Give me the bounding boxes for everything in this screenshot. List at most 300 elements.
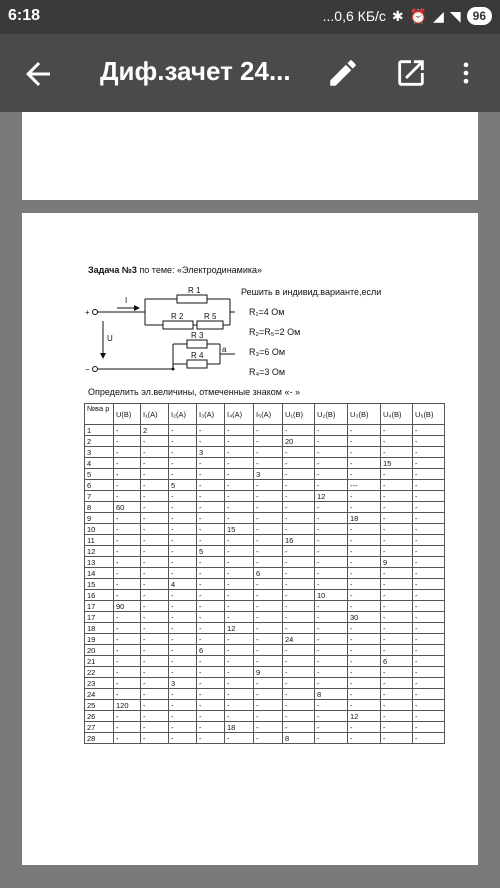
table-cell: -	[413, 469, 445, 480]
table-cell: -	[114, 612, 141, 623]
table-cell: 16	[283, 535, 315, 546]
label-current-i: I	[125, 296, 128, 305]
table-cell: -	[169, 612, 197, 623]
table-cell: 23	[85, 678, 114, 689]
label-r4: R 4	[191, 351, 204, 360]
table-cell: -	[197, 689, 225, 700]
table-cell: -	[283, 469, 315, 480]
table-body	[85, 425, 445, 744]
table-cell: -	[348, 667, 381, 678]
table-cell: -	[283, 722, 315, 733]
resistor-r4	[187, 360, 207, 368]
table-cell: -	[225, 711, 254, 722]
table-cell: -	[348, 645, 381, 656]
table-cell: -	[141, 689, 169, 700]
table-cell: -	[381, 634, 413, 645]
table-cell: -	[315, 711, 348, 722]
table-cell: -	[254, 645, 283, 656]
table-cell: -	[169, 590, 197, 601]
table-cell: -	[315, 700, 348, 711]
table-cell: -	[315, 447, 348, 458]
table-cell: 8	[283, 733, 315, 744]
table-cell: -	[413, 645, 445, 656]
table-cell: -	[225, 436, 254, 447]
table-cell: 7	[85, 491, 114, 502]
table-cell: -	[197, 634, 225, 645]
table-cell: -	[141, 623, 169, 634]
table-cell: -	[381, 612, 413, 623]
alarm-icon: ⏰	[409, 7, 428, 24]
table-cell: -	[225, 733, 254, 744]
table-cell: -	[141, 590, 169, 601]
table-cell: -	[315, 656, 348, 667]
table-cell: 19	[85, 634, 114, 645]
table-cell: 28	[85, 733, 114, 744]
table-cell: -	[283, 645, 315, 656]
table-cell: -	[283, 458, 315, 469]
table-cell: -	[169, 425, 197, 436]
table-cell: 12	[85, 546, 114, 557]
table-cell: -	[315, 623, 348, 634]
table-row	[85, 436, 445, 447]
document-page-previous[interactable]	[22, 112, 478, 200]
table-cell: 5	[85, 469, 114, 480]
table-cell: -	[169, 722, 197, 733]
table-cell: -	[169, 557, 197, 568]
table-cell: -	[225, 458, 254, 469]
table-cell: -	[141, 700, 169, 711]
table-cell: 18	[225, 722, 254, 733]
table-cell: -	[283, 579, 315, 590]
table-cell: -	[315, 469, 348, 480]
table-cell: -	[348, 722, 381, 733]
table-cell: ---	[348, 480, 381, 491]
table-cell: -	[348, 425, 381, 436]
table-cell: -	[381, 524, 413, 535]
table-cell: -	[225, 469, 254, 480]
table-cell: 6	[197, 645, 225, 656]
table-cell: -	[283, 601, 315, 612]
table-cell: 26	[85, 711, 114, 722]
table-cell: 90	[114, 601, 141, 612]
table-cell: 2	[141, 425, 169, 436]
table-cell: -	[114, 733, 141, 744]
table-cell: -	[315, 678, 348, 689]
table-cell: -	[315, 425, 348, 436]
table-cell: 3	[85, 447, 114, 458]
table-cell: -	[225, 689, 254, 700]
table-cell: -	[114, 458, 141, 469]
table-cell: -	[381, 491, 413, 502]
table-cell: -	[114, 590, 141, 601]
table-cell: -	[315, 667, 348, 678]
table-cell: 15	[225, 524, 254, 535]
table-cell: 10	[85, 524, 114, 535]
app-bar	[0, 34, 500, 112]
table-cell: -	[114, 579, 141, 590]
table-cell: -	[141, 480, 169, 491]
table-cell: 17	[85, 612, 114, 623]
table-cell: 22	[85, 667, 114, 678]
table-cell: -	[197, 733, 225, 744]
table-cell: -	[315, 513, 348, 524]
table-row	[85, 711, 445, 722]
table-cell: -	[114, 425, 141, 436]
table-cell: -	[413, 733, 445, 744]
table-cell: -	[254, 678, 283, 689]
table-cell: -	[169, 513, 197, 524]
table-cell: -	[413, 678, 445, 689]
r1-value: R₁=4 Ом	[249, 307, 285, 317]
table-row	[85, 491, 445, 502]
table-cell: -	[169, 634, 197, 645]
table-row	[85, 546, 445, 557]
table-cell: -	[283, 689, 315, 700]
table-cell: -	[283, 425, 315, 436]
table-cell: -	[413, 447, 445, 458]
table-cell: -	[283, 546, 315, 557]
table-cell: -	[254, 480, 283, 491]
table-row	[85, 689, 445, 700]
table-cell: 30	[348, 612, 381, 623]
table-cell: -	[254, 623, 283, 634]
table-cell: -	[197, 458, 225, 469]
table-cell: 6	[85, 480, 114, 491]
edit-pencil-icon[interactable]	[326, 56, 360, 90]
table-row	[85, 425, 445, 436]
table-cell: -	[413, 491, 445, 502]
table-cell: -	[283, 447, 315, 458]
table-cell: -	[348, 579, 381, 590]
table-cell: -	[283, 656, 315, 667]
table-cell: -	[169, 656, 197, 667]
table-row	[85, 601, 445, 612]
table-cell: -	[381, 425, 413, 436]
table-cell: -	[381, 722, 413, 733]
table-cell: -	[413, 458, 445, 469]
table-cell: -	[225, 645, 254, 656]
table-cell: -	[169, 524, 197, 535]
table-cell: -	[348, 469, 381, 480]
table-cell: -	[169, 689, 197, 700]
table-cell: -	[169, 623, 197, 634]
table-cell: 9	[254, 667, 283, 678]
table-cell: -	[197, 601, 225, 612]
table-cell: 15	[85, 579, 114, 590]
table-cell: -	[254, 579, 283, 590]
table-cell: 18	[348, 513, 381, 524]
table-cell: -	[225, 700, 254, 711]
table-cell: -	[225, 678, 254, 689]
table-cell: -	[254, 689, 283, 700]
define-text: Определить эл.величины, отмеченные знаком «- »	[88, 387, 300, 397]
table-cell: -	[197, 436, 225, 447]
table-cell: -	[381, 447, 413, 458]
table-cell: 13	[85, 557, 114, 568]
table-cell: -	[348, 524, 381, 535]
table-cell: -	[225, 656, 254, 667]
table-cell: -	[197, 568, 225, 579]
table-cell: -	[169, 469, 197, 480]
table-cell: -	[254, 535, 283, 546]
table-cell: -	[254, 436, 283, 447]
table-cell: -	[141, 513, 169, 524]
table-cell: -	[413, 425, 445, 436]
document-title: Диф.зачет 24...	[100, 56, 291, 86]
table-cell: -	[315, 579, 348, 590]
table-cell: -	[197, 579, 225, 590]
table-cell: -	[413, 535, 445, 546]
more-vert-icon[interactable]	[452, 56, 480, 90]
r3-value: R₃=6 Ом	[249, 347, 286, 357]
task-number: Задача №3	[88, 265, 137, 275]
table-cell: -	[254, 612, 283, 623]
resistor-r1	[177, 295, 207, 303]
table-cell: -	[197, 711, 225, 722]
table-cell: -	[283, 590, 315, 601]
label-node-a: a	[222, 345, 227, 354]
table-row	[85, 645, 445, 656]
back-arrow-icon[interactable]	[20, 56, 56, 92]
table-cell: -	[413, 502, 445, 513]
table-cell: 27	[85, 722, 114, 733]
table-cell: -	[413, 689, 445, 700]
table-cell: -	[283, 524, 315, 535]
label-minus: −	[85, 365, 90, 374]
table-cell: -	[114, 634, 141, 645]
bluetooth-icon: ✱	[391, 7, 404, 24]
table-header-cell: I₃(A)	[197, 404, 225, 425]
table-cell: -	[381, 568, 413, 579]
table-header-cell: U₁(B)	[283, 404, 315, 425]
table-cell: -	[348, 568, 381, 579]
table-cell: -	[254, 447, 283, 458]
table-cell: -	[141, 711, 169, 722]
table-cell: -	[413, 700, 445, 711]
table-cell: -	[225, 579, 254, 590]
table-cell: 20	[283, 436, 315, 447]
table-cell: -	[348, 557, 381, 568]
table-cell: -	[348, 502, 381, 513]
table-cell: -	[381, 700, 413, 711]
table-cell: 12	[315, 491, 348, 502]
table-cell: -	[114, 546, 141, 557]
table-cell: -	[141, 645, 169, 656]
table-cell: -	[114, 513, 141, 524]
table-row	[85, 458, 445, 469]
table-cell: -	[254, 557, 283, 568]
r4-value: R₄=3 Ом	[249, 367, 286, 377]
table-cell: -	[169, 601, 197, 612]
table-cell: -	[114, 491, 141, 502]
table-cell: -	[315, 546, 348, 557]
table-cell: -	[381, 623, 413, 634]
table-row	[85, 469, 445, 480]
conditions-block	[241, 287, 381, 387]
table-cell: 14	[85, 568, 114, 579]
table-cell: -	[348, 623, 381, 634]
table-cell: -	[315, 568, 348, 579]
resistor-r2	[163, 321, 193, 329]
table-cell: -	[114, 645, 141, 656]
table-cell: -	[413, 546, 445, 557]
table-cell: -	[225, 480, 254, 491]
table-cell: -	[254, 656, 283, 667]
table-cell: -	[254, 634, 283, 645]
table-cell: -	[114, 689, 141, 700]
table-cell: -	[169, 458, 197, 469]
table-cell: -	[381, 689, 413, 700]
status-time: 6:18	[8, 7, 41, 24]
signal-icon: ◢	[433, 7, 444, 24]
table-cell: 4	[169, 579, 197, 590]
table-header-cell: I₂(A)	[169, 404, 197, 425]
table-cell: -	[348, 733, 381, 744]
table-cell: -	[141, 579, 169, 590]
table-cell: -	[225, 612, 254, 623]
table-cell: -	[348, 491, 381, 502]
table-cell: -	[197, 469, 225, 480]
table-cell: -	[169, 546, 197, 557]
table-cell: -	[197, 700, 225, 711]
table-cell: 8	[315, 689, 348, 700]
table-cell: -	[381, 601, 413, 612]
table-cell: -	[348, 447, 381, 458]
table-cell: -	[283, 678, 315, 689]
table-row	[85, 513, 445, 524]
table-cell: 5	[169, 480, 197, 491]
table-cell: -	[381, 733, 413, 744]
table-cell: -	[197, 480, 225, 491]
table-cell: -	[141, 436, 169, 447]
table-cell: -	[348, 436, 381, 447]
table-row	[85, 612, 445, 623]
table-cell: -	[348, 601, 381, 612]
table-cell: -	[225, 447, 254, 458]
table-cell: -	[141, 502, 169, 513]
table-cell: -	[197, 491, 225, 502]
table-cell: -	[169, 711, 197, 722]
table-cell: -	[169, 502, 197, 513]
variants-table	[84, 403, 445, 744]
table-cell: -	[141, 491, 169, 502]
status-icons	[323, 7, 492, 25]
table-cell: -	[413, 524, 445, 535]
table-cell: -	[197, 513, 225, 524]
table-cell: -	[114, 568, 141, 579]
table-cell: -	[225, 546, 254, 557]
table-cell: -	[225, 513, 254, 524]
table-cell: -	[197, 425, 225, 436]
table-cell: 20	[85, 645, 114, 656]
table-cell: 12	[348, 711, 381, 722]
table-cell: -	[348, 700, 381, 711]
table-cell: 120	[114, 700, 141, 711]
battery-badge: 96	[467, 7, 492, 25]
table-cell: -	[413, 513, 445, 524]
table-cell: 8	[85, 502, 114, 513]
table-cell: 2	[85, 436, 114, 447]
table-cell: -	[197, 678, 225, 689]
table-cell: -	[114, 436, 141, 447]
table-cell: 24	[85, 689, 114, 700]
table-cell: -	[348, 689, 381, 700]
table-cell: -	[169, 667, 197, 678]
table-cell: -	[169, 700, 197, 711]
table-header-row	[85, 404, 445, 425]
table-cell: -	[225, 634, 254, 645]
table-cell: -	[381, 590, 413, 601]
table-cell: -	[381, 480, 413, 491]
table-cell: -	[197, 656, 225, 667]
table-cell: 9	[85, 513, 114, 524]
table-cell: 11	[85, 535, 114, 546]
table-row	[85, 678, 445, 689]
table-cell: -	[141, 722, 169, 733]
task-topic: по теме: «Электродинамика»	[136, 265, 263, 275]
table-cell: -	[141, 667, 169, 678]
table-cell: -	[413, 722, 445, 733]
resistor-r3	[187, 340, 207, 348]
table-header-cell: U₃(B)	[348, 404, 381, 425]
table-cell: -	[315, 524, 348, 535]
table-cell: -	[283, 502, 315, 513]
table-cell: -	[283, 711, 315, 722]
table-cell: -	[413, 579, 445, 590]
table-cell: -	[254, 711, 283, 722]
table-cell: -	[381, 469, 413, 480]
document-page[interactable]	[22, 213, 478, 865]
table-cell: -	[283, 667, 315, 678]
table-cell: -	[348, 458, 381, 469]
resistor-r5	[197, 321, 223, 329]
open-external-icon[interactable]	[394, 56, 428, 90]
table-cell: -	[381, 645, 413, 656]
table-cell: 1	[85, 425, 114, 436]
table-cell: 25	[85, 700, 114, 711]
table-cell: -	[197, 502, 225, 513]
table-cell: -	[283, 491, 315, 502]
table-cell: -	[141, 568, 169, 579]
table-row	[85, 535, 445, 546]
table-cell: -	[381, 535, 413, 546]
table-cell: -	[254, 700, 283, 711]
table-header-cell: U₄(B)	[381, 404, 413, 425]
table-cell: -	[141, 458, 169, 469]
table-cell: -	[315, 612, 348, 623]
table-cell: -	[283, 557, 315, 568]
table-cell: -	[413, 711, 445, 722]
solve-text: Решить в индивид.варианте,если	[241, 287, 382, 297]
table-cell: -	[114, 480, 141, 491]
table-cell: -	[381, 711, 413, 722]
table-cell: -	[169, 645, 197, 656]
table-row	[85, 623, 445, 634]
table-cell: -	[315, 722, 348, 733]
table-cell: -	[315, 733, 348, 744]
table-cell: -	[413, 667, 445, 678]
table-cell: -	[254, 524, 283, 535]
table-row	[85, 447, 445, 458]
table-cell: -	[141, 546, 169, 557]
table-cell: -	[197, 722, 225, 733]
table-cell: -	[114, 722, 141, 733]
table-cell: 3	[169, 678, 197, 689]
circuit-diagram	[85, 281, 235, 381]
table-cell: -	[315, 436, 348, 447]
table-cell: -	[225, 535, 254, 546]
table-cell: -	[141, 524, 169, 535]
